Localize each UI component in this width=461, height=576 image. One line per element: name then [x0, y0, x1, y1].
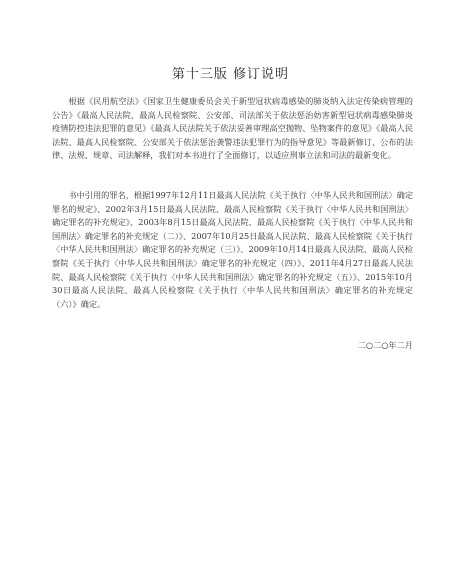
paragraph-charge-names: 书中引用的罪名，根据1997年12月11日最高人民法院《关于执行〈中华人民共和国刑法〉确定罪名的规定》、2002年3月15日最高人民法院、最高人民检察院《关于执行〈中华人民共和国刑法〉确定罪名的补充规定》、2003年8月15日最高人民法院、最高人民检察院《关于执行〈中华人民共和国刑法〉确定罪名的补充规定（二）》、2007年10月25日最高人民法院、最高人民检察院《关于执行〈中华人民共和国刑法〉确定罪名的补充规定（三）》、2009年10月14日最高人民法院、最高人民检察院《关于执行〈中华人民共和国刑法〉确定罪名的补充规定（四）》、2011年4月27日最高人民法院、最高人民检察院《关于执行〈中华人民共和国刑法〉确定罪名的补充规定（五）》、2015年10月30日最高人民法院、最高人民检察院《关于执行〈中华人民共和国刑法〉确定罪名的补充规定（六）》确定。	[52, 190, 414, 309]
paragraph-revision-basis: 根据《民用航空法》《国家卫生健康委员会关于新型冠状病毒感染的肺炎纳入法定传染病管理的公告》《最高人民法院、最高人民检察院、公安部、司法部关于依法惩治妨害新型冠状病毒感染肺炎疫情防控违法犯罪的意见》《最高人民法院关于依法妥善审理高空抛物、坠物案件的意见》《最高人民法院、最高人民检察院、公安部关于依法惩治袭警违法犯罪行为的指导意见》等最新修订、公布的法律、法规、规章、司法解释，我们对本书进行了全面修订，以适应刑事立法和司法的最新变化。	[52, 96, 413, 161]
document-date: 二○二○年二月	[357, 340, 413, 350]
page-title: 第十三版 修订说明	[171, 67, 290, 82]
